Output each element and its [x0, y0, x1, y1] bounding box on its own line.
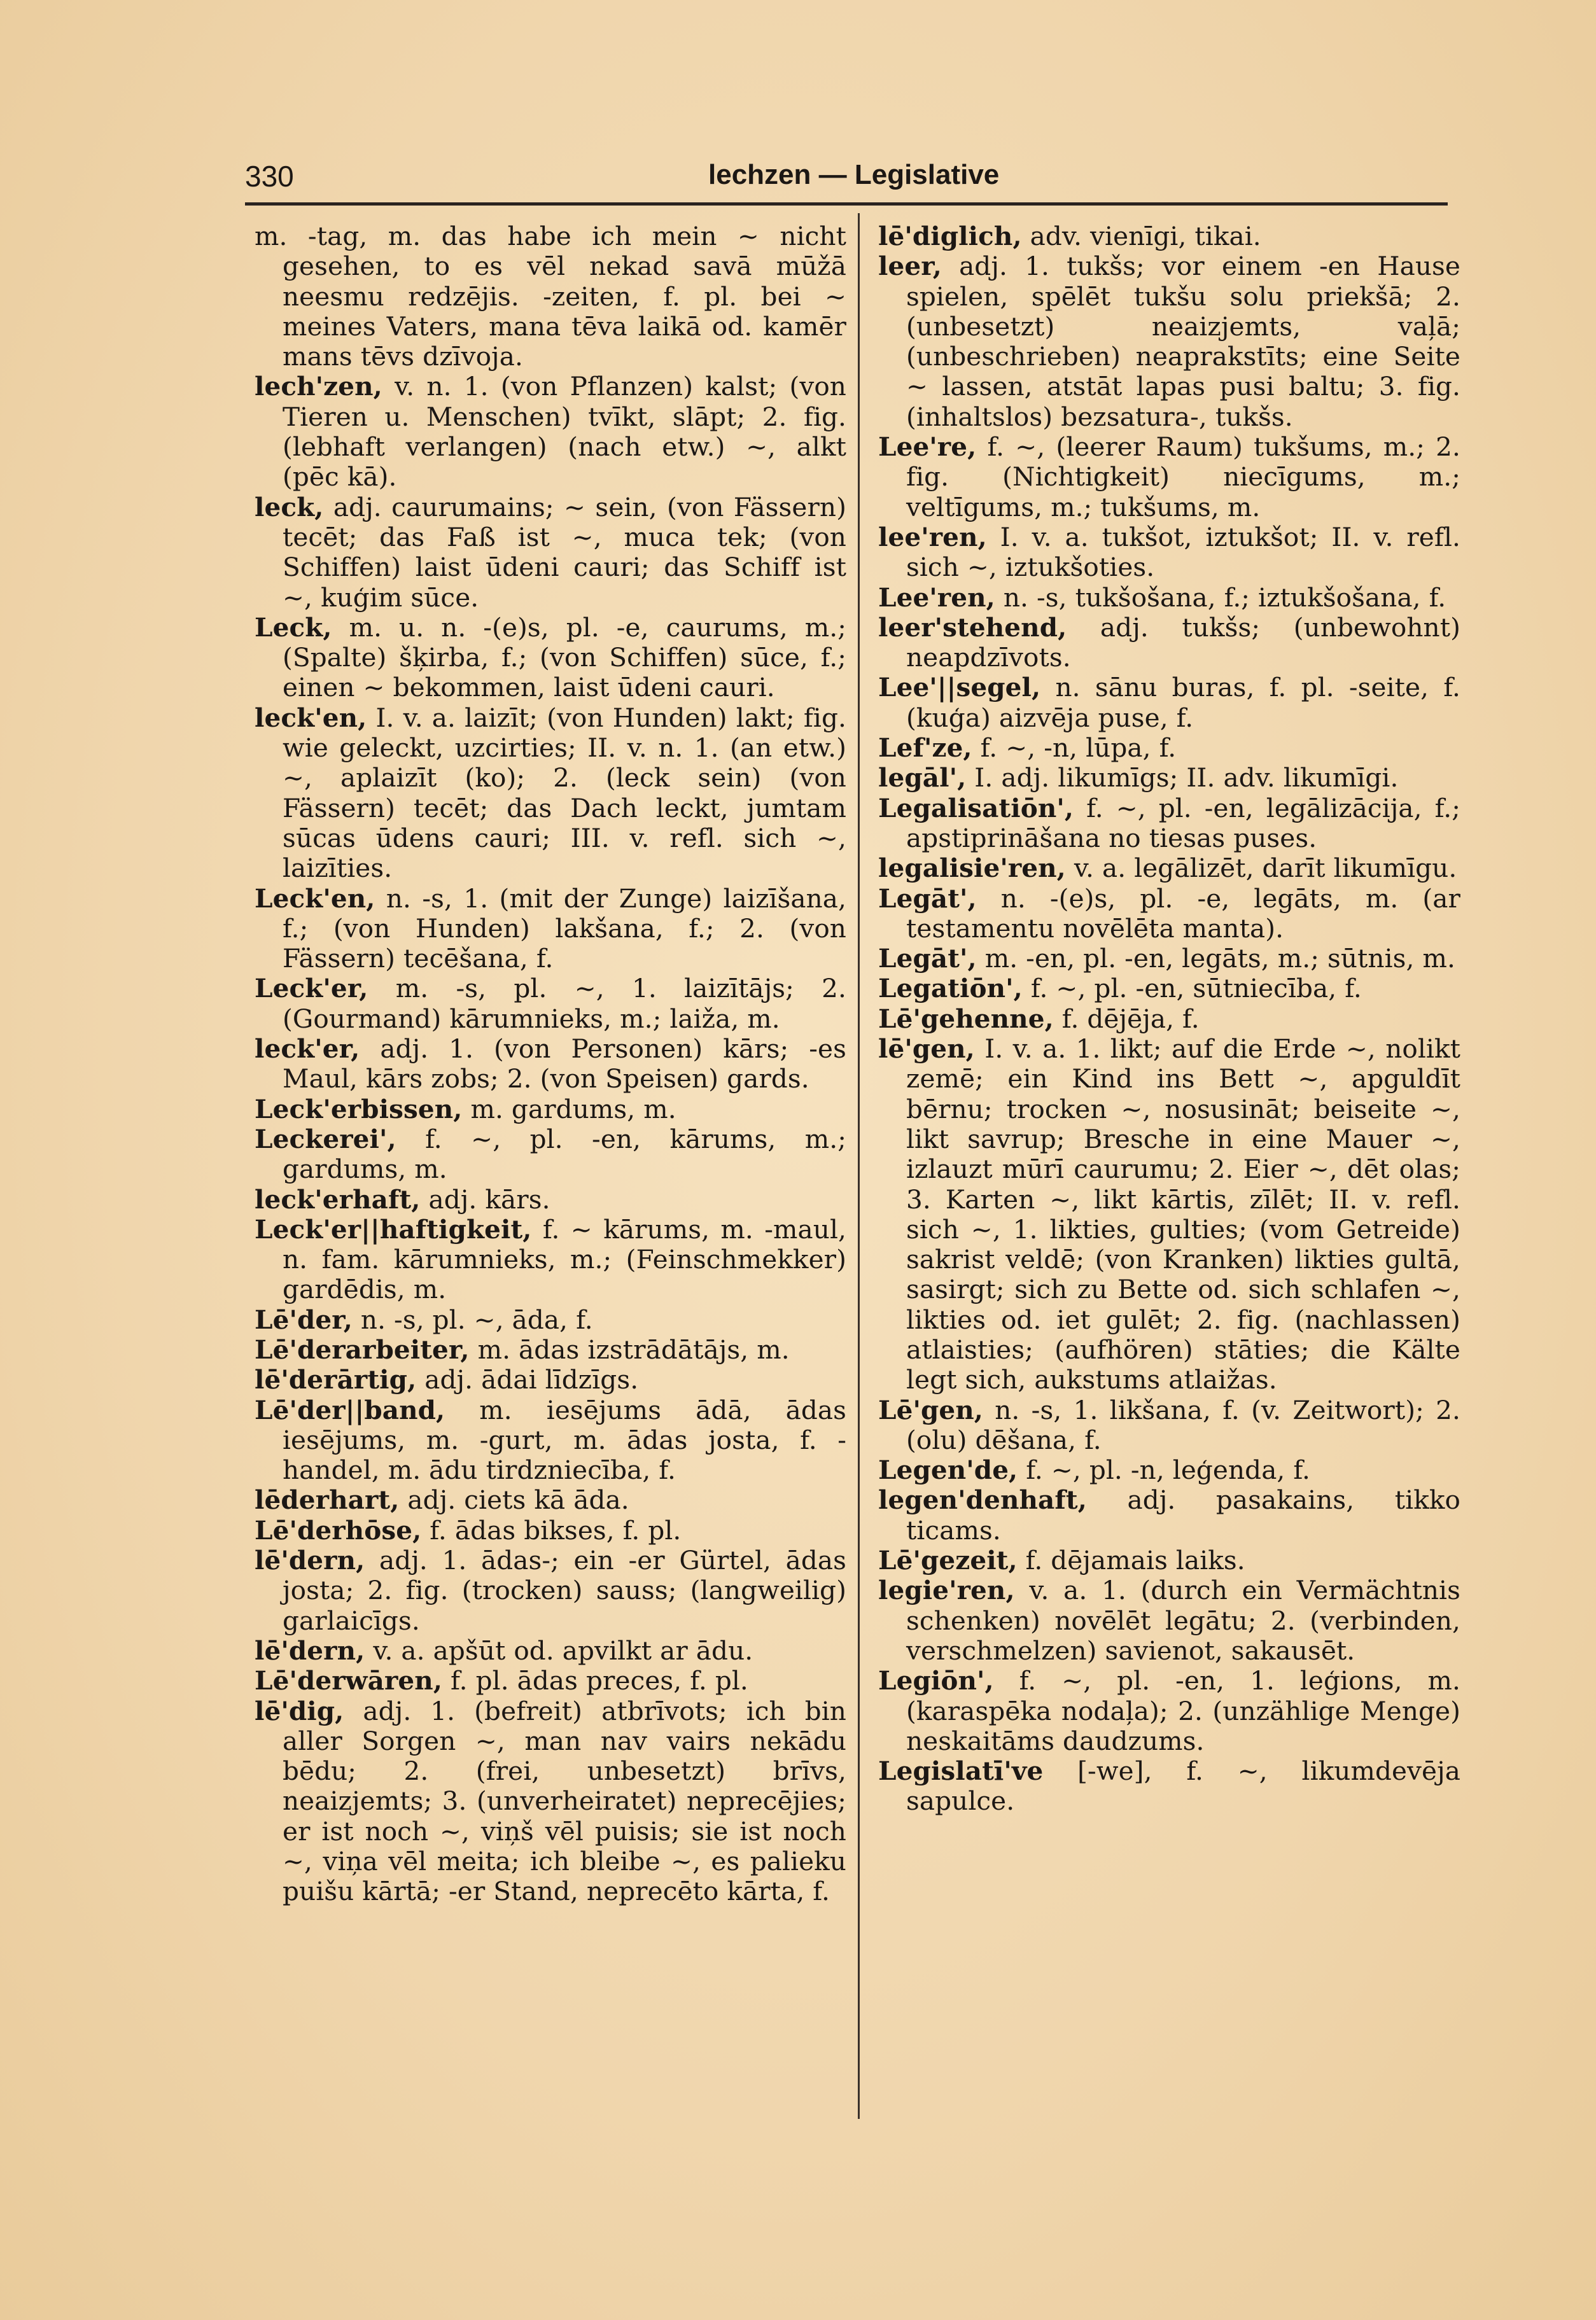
dictionary-entry — [255, 1485, 846, 1515]
dictionary-entry — [255, 1546, 846, 1636]
dictionary-entry — [878, 251, 1460, 432]
dictionary-entry — [878, 944, 1460, 974]
entry-headword: Legen'de, — [878, 1455, 1018, 1486]
dictionary-entry — [878, 522, 1460, 583]
column-divider — [858, 213, 860, 2119]
entry-definition: I. v. a. tukšot, iztukšot; II. v. refl. sich ~, iztukšoties. — [906, 521, 1460, 583]
entry-definition: [-we], f. ~, likumdevēja sapulce. — [906, 1756, 1460, 1817]
entry-headword: Legiōn', — [878, 1665, 994, 1696]
entry-headword: leck'en, — [255, 702, 367, 733]
dictionary-entry — [878, 793, 1460, 854]
entry-headword: Leck, — [255, 611, 332, 643]
entry-headword: lē'derārtig, — [255, 1364, 417, 1395]
dictionary-entry — [878, 1395, 1460, 1456]
dictionary-entry — [255, 974, 846, 1034]
dictionary-entry — [878, 1485, 1460, 1546]
entry-headword: legāl', — [878, 762, 967, 793]
entry-definition: v. a. 1. (durch ein Vermächtnis schenken) novēlēt legātu; 2. (verbinden, verschmelzen) savienot, sakausēt. — [906, 1575, 1460, 1666]
entry-headword: leck'er, — [255, 1033, 360, 1065]
entry-headword: Leck'en, — [255, 883, 375, 914]
entry-headword: lē'dern, — [255, 1545, 365, 1576]
entry-headword: leck, — [255, 491, 324, 522]
entry-headword: lē'dern, — [255, 1635, 365, 1666]
entry-definition: adj. 1. ādas-; ein -er Gürtel, ādas josta; 2. fig. (trocken) sauss; (langweilig) garlaicīgs. — [283, 1545, 846, 1636]
entry-headword: Lē'gehenne, — [878, 1003, 1054, 1034]
entry-definition: f. ~, (leerer Raum) tukšums, m.; 2. fig. (Nichtigkeit) niecīgums, m.; veltīgums, m.; tukšums, m. — [906, 431, 1460, 522]
entry-headword: Lef'ze, — [878, 732, 972, 764]
entry-headword: lech'zen, — [255, 371, 382, 402]
entry-definition: f. ~, pl. -en, legālizācija, f.; apstiprināšana no tiesas puses. — [906, 792, 1460, 853]
dictionary-entry — [878, 1546, 1460, 1576]
dictionary-entry — [878, 853, 1460, 883]
entry-definition: f. ~, pl. -n, leģenda, f. — [1026, 1455, 1311, 1486]
dictionary-entry — [878, 763, 1460, 793]
dictionary-entry — [878, 1455, 1460, 1485]
entry-definition: adj. 1. tukšs; vor einem -en Hause spielen, spēlēt tukšu solu priekšā; 2. (unbesetzt) neaizjemts, vaļā; (unbeschrieben) neaprakstīts; eine Seite ~ lassen, atstāt lapas pusi baltu; 3. fig. (inhaltslos) bezsatura-, tukšs. — [906, 251, 1460, 432]
header-rule — [245, 202, 1448, 206]
dictionary-entry — [255, 1335, 846, 1365]
entry-definition: m. gardums, m. — [470, 1093, 676, 1124]
entry-definition: adj. ādai līdzīgs. — [424, 1364, 639, 1395]
entry-definition: v. a. legālizēt, darīt likumīgu. — [1074, 853, 1457, 884]
entry-definition: m. u. n. -(e)s, pl. -e, caurums, m.; (Spalte) šķirba, f.; (von Schiffen) sūce, f.; einen ~ bekommen, laist ūdeni cauri. — [283, 611, 846, 703]
dictionary-entry — [255, 1395, 846, 1486]
entry-definition: n. -(e)s, pl. -e, legāts, m. (ar testamentu novēlēta manta). — [906, 883, 1460, 944]
dictionary-entry — [255, 1666, 846, 1696]
dictionary-entry — [255, 1185, 846, 1215]
dictionary-entry — [255, 1365, 846, 1395]
entry-definition: adj. pasakains, tikko ticams. — [906, 1485, 1460, 1546]
dictionary-entry — [255, 1034, 846, 1094]
entry-headword: Lē'der, — [255, 1304, 353, 1335]
entry-headword: Lē'derarbeiter, — [255, 1334, 470, 1365]
dictionary-entry — [255, 613, 846, 703]
dictionary-entry — [878, 974, 1460, 1003]
entry-headword: leck'erhaft, — [255, 1184, 421, 1215]
entry-headword: lē'gen, — [878, 1033, 975, 1065]
entry-headword: Leck'er||haftigkeit, — [255, 1213, 532, 1245]
entry-definition: f. ādas bikses, f. pl. — [430, 1514, 682, 1546]
entry-headword: Legāt', — [878, 943, 977, 974]
entry-definition: adv. vienīgi, tikai. — [1030, 221, 1261, 251]
entry-definition: f. dējēja, f. — [1061, 1003, 1200, 1034]
entry-definition: n. -s, 1. (mit der Zunge) laizīšana, f.; (von Hunden) lakšana, f.; 2. (von Fässern) tecēšana, f. — [283, 883, 846, 974]
entry-definition: n. -s, 1. likšana, f. (v. Zeitwort); 2. (olu) dēšana, f. — [906, 1394, 1460, 1455]
entry-definition: v. n. 1. (von Pflanzen) kalst; (von Tieren u. Menschen) tvīkt, slāpt; 2. fig. (lebhaft verlangen) (nach etw.) ~, alkt (pēc kā). — [283, 371, 846, 493]
dictionary-entry — [878, 1756, 1460, 1817]
entry-definition: m. -s, pl. ~, 1. laizītājs; 2. (Gourmand) kārumnieks, m.; laiža, m. — [283, 973, 846, 1034]
entry-definition: m. ādas izstrādātājs, m. — [477, 1334, 790, 1365]
left-column — [255, 221, 846, 1907]
dictionary-entry — [878, 1666, 1460, 1756]
entry-headword: Legatiōn', — [878, 973, 1023, 1004]
entry-headword: lee'ren, — [878, 521, 987, 552]
entry-headword: legalisie'ren, — [878, 853, 1066, 884]
entry-headword: Lē'gen, — [878, 1394, 983, 1425]
dictionary-entry — [255, 1696, 846, 1907]
dictionary-entry — [878, 733, 1460, 763]
page-header — [245, 159, 1448, 197]
entry-headword: Legislatī've — [878, 1756, 1044, 1787]
dictionary-entry — [878, 221, 1460, 251]
entry-definition: n. -s, pl. ~, āda, f. — [360, 1304, 593, 1335]
page-number: 330 — [245, 160, 294, 193]
right-column — [878, 221, 1460, 1817]
entry-headword: Leck'erbissen, — [255, 1093, 463, 1124]
dictionary-entry — [255, 221, 846, 372]
entry-definition: f. ~, pl. -en, kārums, m.; gardums, m. — [283, 1123, 846, 1185]
dictionary-entry — [255, 1516, 846, 1546]
entry-definition: I. v. a. laizīt; (von Hunden) lakt; fig. wie geleckt, uzcirties; II. v. n. 1. (an etw.) ~, aplaizīt (ko); 2. (leck sein) (von Fässern) tecēt; das Dach leckt, jumtam sūcas ūdens cauri; III. v. refl. sich ~, laizīties. — [283, 702, 846, 884]
dictionary-entry — [878, 1034, 1460, 1395]
dictionary-entry — [255, 1305, 846, 1335]
entry-definition: f. ~ kārums, m. -maul, n. fam. kārumnieks, m.; (Feinschmekker) gardēdis, m. — [283, 1213, 846, 1305]
entry-definition: m. iesējums ādā, ādas iesējums, m. -gurt, m. ādas josta, f. -handel, m. ādu tirdzniecība, f. — [283, 1394, 846, 1486]
entry-headword: Lē'gezeit, — [878, 1545, 1018, 1576]
entry-headword: legie'ren, — [878, 1575, 1015, 1606]
entry-definition: f. dējamais laiks. — [1025, 1545, 1245, 1576]
entry-headword: lēderhart, — [255, 1485, 400, 1516]
entry-definition: adj. caurumains; ~ sein, (von Fässern) tecēt; das Faß ist ~, muca tek; (von Schiffen) laist ūdeni cauri; das Schiff ist ~, kuģim sūce. — [283, 491, 846, 613]
entry-definition: I. adj. likumīgs; II. adv. likumīgi. — [974, 762, 1399, 793]
entry-headword: Leckerei', — [255, 1123, 396, 1154]
entry-headword: Legalisatiōn', — [878, 792, 1074, 823]
entry-headword: Legāt', — [878, 883, 977, 914]
dictionary-entry — [255, 1636, 846, 1666]
entry-headword: lē'diglich, — [878, 221, 1022, 251]
dictionary-entry — [878, 1576, 1460, 1666]
entry-definition: n. -s, tukšošana, f.; iztukšošana, f. — [1003, 582, 1446, 613]
dictionary-entry — [255, 1124, 846, 1185]
running-head: lechzen — Legislative — [708, 159, 1000, 190]
entry-definition: m. -tag, m. das habe ich mein ~ nicht gesehen, to es vēl nekad savā mūžā neesmu redzējis. -zeiten, f. pl. bei ~ meines Vaters, mana tēva laikā od. kamēr mans tēvs dzīvoja. — [255, 221, 846, 372]
dictionary-entry — [878, 613, 1460, 673]
dictionary-entry — [878, 673, 1460, 733]
entry-definition: adj. 1. (befreit) atbrīvots; ich bin aller Sorgen ~, man nav vairs nekādu bēdu; 2. (frei, unbesetzt) brīvs, neaizjemts; 3. (unverheiratet) neprecējies; er ist noch ~, viņš vēl puisis; sie ist noch ~, viņa vēl meita; ich bleibe ~, es palieku puišu kārtā; -er Stand, neprecēto kārta, f. — [283, 1695, 846, 1907]
dictionary-entry — [255, 493, 846, 613]
entry-definition: adj. ciets kā āda. — [407, 1485, 629, 1516]
entry-headword: Lee're, — [878, 431, 977, 463]
dictionary-entry — [255, 703, 846, 884]
entry-headword: Lee'ren, — [878, 582, 995, 613]
entry-headword: Lē'derwāren, — [255, 1665, 443, 1696]
dictionary-entry — [255, 884, 846, 974]
entry-headword: legen'denhaft, — [878, 1485, 1087, 1516]
entry-definition: adj. 1. (von Personen) kārs; -es Maul, kārs zobs; 2. (von Speisen) gards. — [283, 1033, 846, 1094]
entry-definition: adj. kārs. — [428, 1184, 550, 1215]
entry-definition: adj. tukšs; (unbewohnt) neapdzīvots. — [906, 611, 1460, 673]
entry-headword: Leck'er, — [255, 973, 368, 1004]
entry-headword: Lee'||segel, — [878, 672, 1041, 703]
entry-definition: f. ~, -n, lūpa, f. — [980, 732, 1177, 764]
entry-definition: f. pl. ādas preces, f. pl. — [451, 1665, 748, 1696]
entry-headword: leer'stehend, — [878, 611, 1067, 643]
dictionary-entry — [878, 884, 1460, 944]
dictionary-entry — [878, 1004, 1460, 1034]
dictionary-entry — [878, 583, 1460, 613]
dictionary-entry — [255, 1094, 846, 1124]
dictionary-entry — [878, 432, 1460, 522]
dictionary-entry — [255, 1215, 846, 1305]
entry-definition: f. ~, pl. -en, 1. leģions, m. (karaspēka nodaļa); 2. (unzählige Menge) neskaitāms daudzums. — [906, 1665, 1460, 1756]
entry-headword: leer, — [878, 251, 942, 282]
entry-definition: f. ~, pl. -en, sūtniecība, f. — [1030, 973, 1362, 1004]
entry-headword: Lē'der||band, — [255, 1394, 445, 1425]
entry-definition: v. a. apšūt od. apvilkt ar ādu. — [373, 1635, 753, 1666]
entry-headword: Lē'derhōse, — [255, 1514, 422, 1546]
entry-definition: m. -en, pl. -en, legāts, m.; sūtnis, m. — [984, 943, 1455, 974]
entry-definition: I. v. a. 1. likt; auf die Erde ~, nolikt zemē; ein Kind ins Bett ~, apguldīt bērnu; trocken ~, nosusināt; beiseite ~, likt savrup; Bresche in eine Mauer ~, izlauzt mūrī caurumu; 2. Eier ~, dēt olas; 3. Karten ~, likt kārtis, zīlēt; II. v. refl. sich ~, 1. likties, gulties; (vom Getreide) sakrist veldē; (von Kranken) likties gultā, sasirgt; sich zu Bette od. sich schlafen ~, likties od. iet gulēt; 2. fig. (nachlassen) atlaisties; (aufhören) stāties; die Kälte legt sich, aukstums atlaižas. — [906, 1033, 1460, 1395]
entry-definition: n. sānu buras, f. pl. -seite, f. (kuģa) aizvēja puse, f. — [906, 672, 1460, 733]
dictionary-entry — [255, 372, 846, 492]
entry-headword: lē'dig, — [255, 1695, 344, 1726]
